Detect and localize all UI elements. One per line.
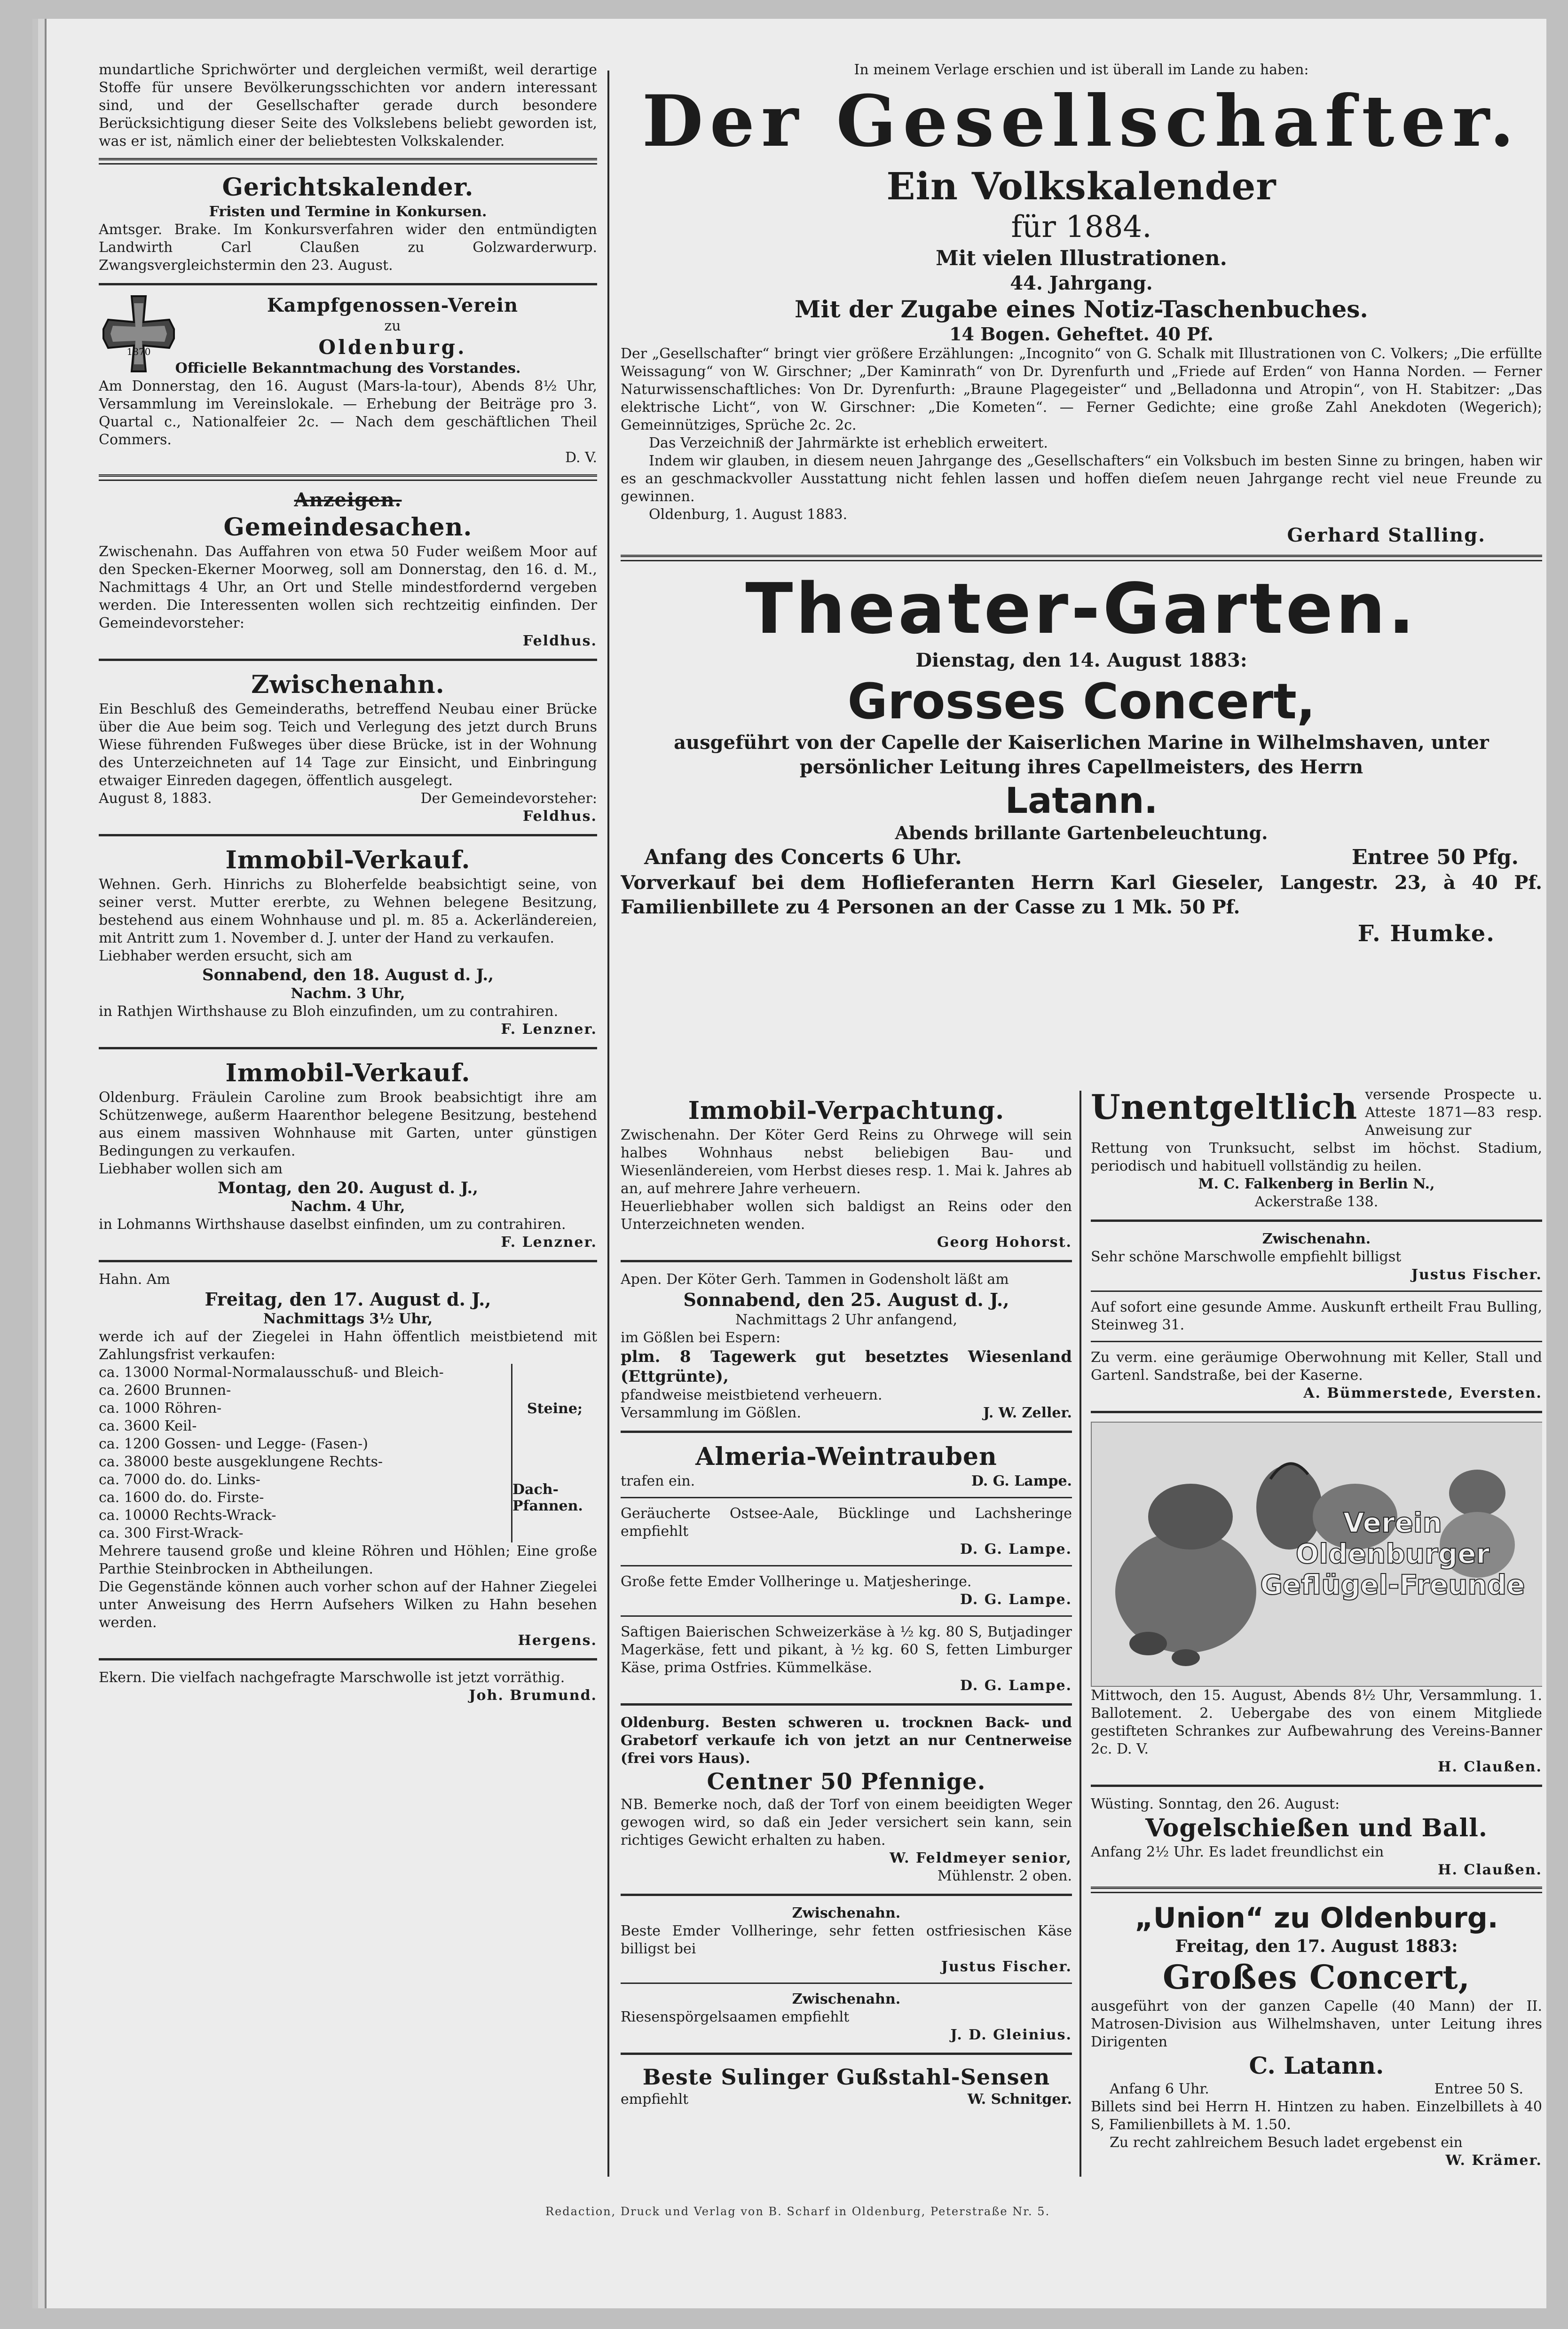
veterans-zu: zu <box>384 318 401 334</box>
theater-sign: F. Humke. <box>1357 921 1495 947</box>
scythe-sign: W. Schnitger. <box>967 2091 1072 2108</box>
divider <box>621 1894 1072 1896</box>
zw2-body: Riesenspörgelsaamen empfiehlt <box>621 2009 850 2025</box>
zwischenahn-body: Ein Beschluß des Gemeinderaths, betreffend Neubau einer Brücke über die Aue beim sog. Teich und Verlegung des jetzt durch Bruns Wiese führenden Fußweges über diese Brücke, ist in der Wohnung des Unterzeichneten auf 14 Tage zur Einsicht, und Einbringung etwaiger Einreden dagegen, öffentlich ausgelegt. <box>99 701 597 789</box>
peat-sign: W. Feldmeyer senior, <box>890 1850 1072 1866</box>
list-item: ca. 1600 do. do. Firste- <box>99 1489 264 1506</box>
cheese-sign: D. G. Lampe. <box>960 1677 1072 1694</box>
eel-ad <box>621 1505 1072 1558</box>
group-label: Steine; <box>511 1364 597 1453</box>
herring-ad <box>621 1573 1072 1609</box>
union-start: Anfang 6 Uhr. <box>1110 2081 1209 2097</box>
zwischenahn-title: Zwischenahn. <box>251 670 445 699</box>
apen-body2: pfandweise meistbietend verheuern. <box>621 1387 882 1403</box>
list-item: ca. 10000 Rechts-Wrack- <box>99 1507 276 1524</box>
calendar-sub5: Mit der Zugabe eines Notiz-Taschenbuches. <box>795 295 1368 323</box>
peat-ad <box>621 1714 1072 1885</box>
zwischenahn-notice <box>99 669 597 826</box>
divider <box>99 158 597 165</box>
municipal-body: Zwischenahn. Das Auffahren von etwa 50 Fuder weißem Moor auf den Specken-Ekerner Moorweg, soll am Donnerstag, den 16. d. M., Nachmittags 4 Uhr, an Ort und Stelle mindestfordernd vergeben werden. Die Interessenten wollen sich rechtzeitig einfinden. Der Gemeindevorsteher: <box>99 543 597 631</box>
municipal-sign: Feldhus. <box>522 633 597 649</box>
divider <box>621 1431 1072 1433</box>
peat-addr: Mühlenstr. 2 oben. <box>937 1868 1072 1884</box>
brickworks-list-stones <box>99 1364 597 1453</box>
calendar-sub1: Ein Volkskalender <box>886 164 1276 208</box>
ekern-ad <box>99 1669 597 1705</box>
brickworks-body: werde ich auf der Ziegelei in Hahn öffentlich meistbietend mit Zahlungsfrist verkaufen: <box>99 1329 597 1363</box>
divider <box>1091 1887 1542 1893</box>
intro-paragraph: mundartliche Sprichwörter und dergleichen vermißt, weil derartige Stoffe für unsere Bevölkerungsschichten vor andern interessant sind, und der Gesellschafter gerade durch besondere Berücksichtigung dieser Seite des Volkslebens beliebt geworden ist, was er ist, nämlich einer der beliebtesten Volkskalender. <box>99 62 597 149</box>
poultry-banner-1: Verein <box>1343 1507 1442 1539</box>
wuesting-title: Vogelschießen und Ball. <box>1145 1814 1488 1842</box>
calendar-sub4: 44. Jahrgang. <box>1010 272 1153 294</box>
brickworks-auction <box>99 1271 597 1650</box>
property-sale-1-time: Nachm. 3 Uhr, <box>291 985 405 1002</box>
theater-entry: Entree 50 Pfg. <box>1352 845 1519 869</box>
brickworks-intro: Hahn. Am <box>99 1271 170 1288</box>
divider <box>621 1615 1072 1617</box>
list-item: ca. 7000 do. do. Links- <box>99 1471 260 1488</box>
divider <box>621 1983 1072 1984</box>
divider <box>99 283 597 285</box>
theater-body: ausgeführt von der Capelle der Kaiserlichen Marine in Wilhelmshaven, unter persönlicher Leitung ihres Capellmeisters, des Herrn <box>674 732 1489 778</box>
herring-sign: D. G. Lampe. <box>960 1591 1072 1608</box>
brickworks-sign: Hergens. <box>518 1632 597 1649</box>
theater-date: Dienstag, den 14. August 1883: <box>915 649 1247 671</box>
ekern-sign: Joh. Brumund. <box>469 1687 597 1704</box>
property-sale-2-title: Immobil-Verkauf. <box>225 1059 471 1087</box>
theater-light: Abends brillante Gartenbeleuchtung. <box>895 822 1268 843</box>
ekern-body: Ekern. Die vielfach nachgefragte Marschwolle ist jetzt vorräthig. <box>99 1669 565 1686</box>
calendar-title: Der Gesellschafter. <box>642 80 1521 163</box>
union-conductor: C. Latann. <box>1249 2052 1384 2079</box>
divider <box>99 834 597 836</box>
divider <box>1091 1411 1542 1413</box>
veterans-place: Oldenburg. <box>318 336 467 359</box>
property-sale-1-date: Sonnabend, den 18. August d. J., <box>202 966 494 984</box>
court-subtitle: Fristen und Termine in Konkursen. <box>209 204 487 220</box>
property-sale-2-date: Montag, den 20. August d. J., <box>217 1179 478 1197</box>
list-item: ca. 13000 Normal-Normalausschuß- und Bleich- <box>99 1364 444 1381</box>
lease-ad <box>621 1095 1072 1251</box>
eel-sign: D. G. Lampe. <box>960 1541 1072 1558</box>
union-sign: W. Krämer. <box>1445 2152 1542 2169</box>
zw2-sign: J. D. Gleinius. <box>950 2027 1072 2043</box>
veterans-sign: D. V. <box>565 449 597 466</box>
nurse-body: Auf sofort eine gesunde Amme. Auskunft ertheilt Frau Bulling, Steinweg 31. <box>1091 1299 1542 1333</box>
publisher-intro: In meinem Verlage erschien und ist überall im Lande zu haben: <box>854 62 1309 78</box>
union-tickets: Billets sind bei Herrn H. Hintzen zu haben. Einzelbillets à 40 S, Familienbillets à M. 1.50. <box>1091 2099 1542 2133</box>
zwischenahn-sign: Feldhus. <box>522 808 597 825</box>
theater-title: Theater-Garten. <box>745 569 1418 649</box>
zwischenahn-role: Der Gemeindevorsteher: <box>420 790 597 807</box>
zw1-title: Zwischenahn. <box>792 1905 901 1921</box>
veterans-body: Am Donnerstag, den 16. August (Mars-la-tour), Abends 8½ Uhr, Versammlung im Vereinslokale. — Erhebung der Beiträge pro 3. Quartal c., Nationalfeier 2c. — Nach dem geschäftlichen Theil Commers. <box>99 378 597 448</box>
calendar-sign: Gerhard Stalling. <box>1287 524 1486 546</box>
court-body: Amtsger. Brake. Im Konkursverfahren wider den entmündigten Landwirth Carl Claußen zu Golzwarderwurp. Zwangsvergleichstermin den 23. August. <box>99 221 597 274</box>
column-divider-right <box>1079 1091 1081 2177</box>
union-concert-ad <box>1091 1901 1542 2170</box>
free-body: Rettung von Trunksucht, selbst im höchst. Stadium, periodisch und habituell vollständig zu heilen. <box>1091 1140 1542 1174</box>
nurse-ad <box>1091 1298 1542 1334</box>
list-item: ca. 1200 Gossen- und Legge- (Fasen-) <box>99 1436 368 1452</box>
free-side: versende Prospecte u. Atteste 1871—83 resp. Anweisung zur <box>1365 1086 1542 1139</box>
calendar-place-date: Oldenburg, 1. August 1883. <box>649 506 848 523</box>
zw2-title: Zwischenahn. <box>792 1991 901 2007</box>
wuesting-sign: H. Claußen. <box>1438 1862 1542 1878</box>
union-date: Freitag, den 17. August 1883: <box>1175 1936 1458 1956</box>
almeria-title: Almeria-Weintrauben <box>695 1442 997 1471</box>
property-sale-2 <box>99 1058 597 1251</box>
property-sale-2-time: Nachm. 4 Uhr, <box>291 1198 405 1215</box>
divider <box>621 2053 1072 2055</box>
theater-presale: Vorverkauf bei dem Hoflieferanten Herrn Karl Gieseler, Langestr. 23, à 40 Pf. Familienbillete zu 4 Personen an der Casse zu 1 Mk. 50 Pf. <box>621 872 1542 918</box>
calendar-desc: Der „Gesellschafter“ bringt vier größere Erzählungen: „Incognito“ von G. Schalk mit Illustrationen von C. Volkers; „Die erfüllte Weissagung“ von W. Girschner; „Der Kaminrath“ von Dr. Dyrenfurth und „Friede auf Erden“ von Hanna Norden. — Ferner Naturwissenschaftliches: Von Dr. Dyrenfurth: „Braune Plagegeister“ und „Belladonna und Atropin“, von H. Stabitzer: „Das elektrische Licht“, von W. Girschner: „Die Kometen“. — Ferner Gedichte; eine große Zahl Anekdoten (Wegerich); Gemeinnütziges, Sprüche 2c. 2c. <box>621 346 1542 433</box>
divider <box>1091 1220 1542 1222</box>
divider <box>99 1658 597 1660</box>
almeria-sign: D. G. Lampe. <box>971 1473 1072 1489</box>
peat-price: Centner 50 Pfennige. <box>707 1769 986 1795</box>
imprint-footer: Redaction, Druck und Verlag von B. Scharf in Oldenburg, Peterstraße Nr. 5. <box>545 2205 1050 2218</box>
property-sale-1-title: Immobil-Verkauf. <box>225 846 471 874</box>
theater-concert: Grosses Concert, <box>847 673 1316 730</box>
lease-sign: Georg Hohorst. <box>937 1234 1072 1251</box>
court-title: Gerichtskalender. <box>222 173 474 202</box>
peat-note: NB. Bemerke noch, daß der Torf von einem beeidigten Weger gewogen wird, so daß ein Jeder versichert sein kann, sein richtiges Gewicht erhalten zu haben. <box>621 1796 1072 1849</box>
union-entry: Entree 50 S. <box>1434 2081 1523 2097</box>
veterans-title: Kampfgenossen-Verein <box>267 294 519 316</box>
list-item: ca. 300 First-Wrack- <box>99 1525 244 1542</box>
almeria-body: trafen ein. <box>621 1473 695 1489</box>
apen-date: Sonnabend, den 25. August d. J., <box>683 1289 1009 1310</box>
free-treatment-ad <box>1091 1086 1542 1211</box>
union-title: „Union“ zu Oldenburg. <box>1135 1902 1498 1935</box>
divider <box>1091 1341 1542 1342</box>
divider <box>1091 1785 1542 1787</box>
free-sign: M. C. Falkenberg in Berlin N., <box>1198 1176 1435 1192</box>
apen-place: im Gößlen bei Espern: <box>621 1330 780 1346</box>
eel-body: Geräucherte Ostsee-Aale, Bücklinge und Lachsheringe empfiehlt <box>621 1505 1072 1540</box>
theater-start: Anfang des Concerts 6 Uhr. <box>644 845 962 869</box>
municipal-title: Gemeindesachen. <box>223 513 473 542</box>
brickworks-date: Freitag, den 17. August d. J., <box>205 1289 491 1310</box>
divider <box>1091 1290 1542 1292</box>
brickworks-note: Die Gegenstände können auch vorher schon auf der Hahner Ziegelei unter Anweisung des Herrn Aufsehers Wilken zu Hahn besehen werden. <box>99 1579 597 1631</box>
lease-title: Immobil-Verpachtung. <box>688 1096 1005 1125</box>
divider <box>99 659 597 661</box>
scythe-title: Beste Sulinger Gußstahl-Sensen <box>642 2064 1050 2090</box>
theater-garden-ad <box>621 569 1542 948</box>
list-item: ca. 2600 Brunnen- <box>99 1382 231 1399</box>
scythe-body: empfiehlt <box>621 2091 689 2108</box>
calendar-sub3: Mit vielen Illustrationen. <box>936 246 1227 270</box>
union-body: ausgeführt von der ganzen Capelle (40 Mann) der II. Matrosen-Division aus Wilhelmshaven, unter Leitung ihres Dirigenten <box>1091 1998 1542 2050</box>
zw3-title: Zwischenahn. <box>1262 1231 1371 1247</box>
peat-body: Oldenburg. Besten schweren u. trocknen Back- und Grabetorf verkaufe ich von jetzt an nur Centnerweise (frei vors Haus). <box>621 1715 1072 1767</box>
lease-body2: Heuerliebhaber wollen sich baldigst an Reins oder den Unterzeichneten wenden. <box>621 1198 1072 1233</box>
property-sale-1-body: Wehnen. Gerh. Hinrichs zu Bloherfelde beabsichtigt seine, von seiner verst. Mutter ererbte, zu Wehnen belegene Besitzung, bestehend aus einem Wohnhause und pl. m. 85 a. Ackerländereien, mit Antritt zum 1. November d. J. unter der Hand zu verkaufen. <box>99 876 597 946</box>
poultry-club-ad <box>1091 1422 1542 1776</box>
poultry-sign: H. Claußen. <box>1438 1759 1542 1775</box>
apen-sign: J. W. Zeller. <box>983 1405 1072 1421</box>
property-sale-2-body2: Liebhaber wollen sich am <box>99 1161 283 1177</box>
far-right-column <box>1091 1086 1542 2170</box>
apen-time: Nachmittags 2 Uhr anfangend, <box>735 1312 958 1328</box>
middle-column <box>621 1095 1072 2109</box>
property-sale-2-place: in Lohmanns Wirthshause daselbst einfinden, um zu contrahiren. <box>99 1216 566 1233</box>
apen-item: plm. 8 Tagewerk gut besetztes Wiesenland (Ettgrünte), <box>621 1347 1072 1386</box>
left-column <box>99 61 597 1705</box>
rent-sign: A. Bümmerstede, Eversten. <box>1303 1385 1542 1401</box>
poultry-banner-2: Oldenburger <box>1295 1538 1490 1570</box>
property-sale-1-body2: Liebhaber werden ersucht, sich am <box>99 948 353 964</box>
cheese-body: Saftigen Baierischen Schweizerkäse à ½ kg. 80 S, Butjadinger Magerkäse, fett und pikant, à ½ kg. 60 S, fetten Limburger Käse, prima Ostfries. Kümmelkäse. <box>621 1624 1072 1676</box>
property-sale-2-body: Oldenburg. Fräulein Caroline zum Brook beabsichtigt ihre am Schützenwege, außerm Haarenthor belegene Besitzung, bestehend aus einem massiven Wohnhause mit Garten, unter günstigen Bedingungen zu verkaufen. <box>99 1089 597 1159</box>
herring-body: Große fette Emder Vollheringe u. Matjesheringe. <box>621 1574 972 1590</box>
poultry-body: Mittwoch, den 15. August, Abends 8½ Uhr, Versammlung. 1. Ballotement. 2. Uebergabe des von einem Mitgliede gestifteten Schrankes zur Aufbewahrung des Vereins-Banner 2c. D. V. <box>1091 1687 1542 1757</box>
ads-heading: Anzeigen. <box>294 489 402 511</box>
wool-ad <box>1091 1230 1542 1284</box>
divider <box>99 1047 597 1049</box>
zw3-sign: Justus Fischer. <box>1411 1267 1542 1283</box>
zwischenahn-herring-ad <box>621 1904 1072 1976</box>
divider <box>99 474 597 481</box>
cheese-ad <box>621 1623 1072 1695</box>
right-column <box>621 61 1542 948</box>
divider <box>621 555 1542 561</box>
brickworks-list-tiles <box>99 1453 597 1542</box>
calendar-desc2: Das Verzeichniß der Jahrmärkte ist erheblich erweitert. <box>649 435 1048 451</box>
divider <box>621 1703 1072 1706</box>
calendar-desc3: Indem wir glauben, in diesem neuen Jahrgange des „Gesellschafters“ ein Volksbuch im besten Sinne zu bringen, haben wir es an geschmackvoller Ausstattung nicht fehlen lassen und hoffen dieſem neuen Jahrgange recht viel neue Freunde zu gewinnen. <box>621 453 1542 505</box>
wuesting-body: Anfang 2½ Uhr. Es ladet freundlichst ein <box>1091 1844 1384 1860</box>
cross-year-label: 1870 <box>126 346 151 357</box>
list-item: ca. 1000 Röhren- <box>99 1400 222 1416</box>
wuesting-intro: Wüsting. Sonntag, den 26. August: <box>1091 1796 1340 1812</box>
property-sale-2-sign: F. Lenzner. <box>501 1234 597 1251</box>
free-addr: Ackerstraße 138. <box>1254 1194 1379 1210</box>
court-calendar <box>99 172 597 275</box>
zw1-sign: Justus Fischer. <box>941 1959 1072 1975</box>
veterans-subtitle: Officielle Bekanntmachung des Vorstandes. <box>175 360 521 377</box>
column-divider-left <box>607 71 609 2177</box>
theater-conductor: Latann. <box>1005 779 1158 821</box>
zwischenahn-date: August 8, 1883. <box>99 790 212 807</box>
divider <box>621 1497 1072 1498</box>
union-invite: Zu recht zahlreichem Besuch ladet ergebenst ein <box>1110 2134 1463 2151</box>
iron-cross-icon <box>99 294 179 374</box>
municipal-matters <box>99 512 597 650</box>
free-title: Unentgeltlich <box>1091 1087 1358 1127</box>
union-concert: Großes Concert, <box>1163 1958 1470 1997</box>
property-sale-1-sign: F. Lenzner. <box>501 1021 597 1038</box>
rent-body: Zu verm. eine geräumige Oberwohnung mit Keller, Stall und Gartenl. Sandstraße, bei der Kaserne. <box>1091 1349 1542 1384</box>
rent-ad <box>1091 1349 1542 1402</box>
divider <box>99 1260 597 1262</box>
apen-body: Apen. Der Köter Gerh. Tammen in Godensholt läßt am <box>621 1271 1009 1288</box>
calendar-sub6: 14 Bogen. Geheftet. 40 Pf. <box>949 323 1213 345</box>
poultry-banner-3: Geflügel-Freunde <box>1260 1569 1525 1601</box>
group-label: Dach-Pfannen. <box>511 1453 597 1542</box>
lease-body: Zwischenahn. Der Köter Gerd Reins zu Ohrwege will sein halbes Wohnhaus nebst beliebigen Bau- und Wiesenländereien, vom Herbst dieses resp. 1. Mai k. Jahres ab an, auf mehrere Jahre verheuern. <box>621 1127 1072 1197</box>
zw3-body: Sehr schöne Marschwolle empfiehlt billigst <box>1091 1249 1402 1265</box>
calendar-sub2: für 1884. <box>1011 210 1152 244</box>
property-sale-1-place: in Rathjen Wirthshause zu Bloh einzufinden, um zu contrahiren. <box>99 1003 559 1020</box>
list-item: ca. 38000 beste ausgeklungene Rechts- <box>99 1454 383 1470</box>
shooting-festival-ad <box>1091 1795 1542 1879</box>
divider <box>621 1565 1072 1566</box>
veterans-association <box>99 294 597 467</box>
brickworks-time: Nachmittags 3½ Uhr, <box>263 1311 433 1327</box>
apen-ad <box>621 1271 1072 1422</box>
zwischenahn-seed-ad <box>621 1991 1072 2044</box>
apen-meet: Versammlung im Gößlen. <box>621 1405 802 1421</box>
poultry-illustration <box>1091 1422 1542 1687</box>
zw1-body: Beste Emder Vollheringe, sehr fetten ostfriesischen Käse billigst bei <box>621 1923 1072 1957</box>
property-sale-1 <box>99 845 597 1039</box>
scythe-ad <box>621 2063 1072 2109</box>
brickworks-more: Mehrere tausend große und kleine Röhren und Höhlen; Eine große Parthie Steinbrocken in Abtheilungen. <box>99 1543 597 1577</box>
list-item: ca. 3600 Keil- <box>99 1418 197 1434</box>
divider <box>621 1260 1072 1262</box>
almeria-ad <box>621 1441 1072 1490</box>
